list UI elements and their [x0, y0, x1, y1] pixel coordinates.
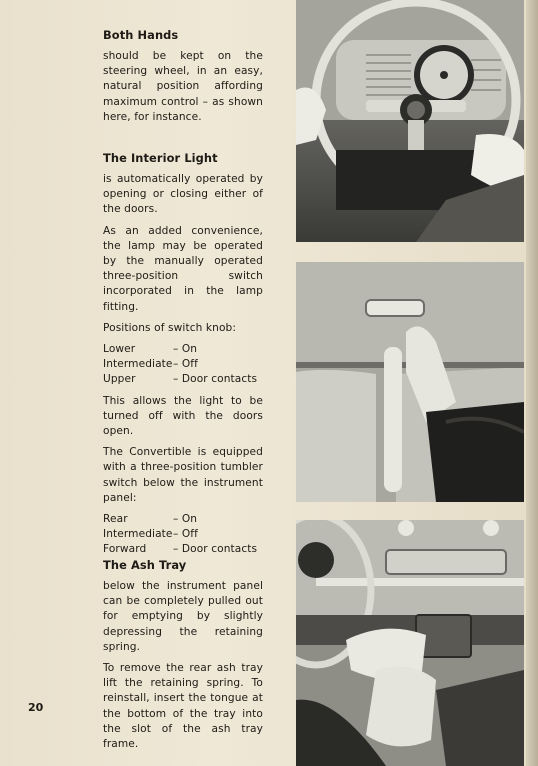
position-value: – Door contacts	[173, 373, 258, 386]
ash-tray-illustration	[296, 520, 524, 766]
convertible-position-row	[103, 542, 263, 557]
paragraph-light-auto: is automatically operated by opening or closing either of the doors.	[103, 173, 263, 216]
heading-both-hands: Both Hands	[103, 28, 179, 42]
photo-steering-wheel	[296, 0, 524, 242]
position-label: Forward	[103, 543, 147, 556]
section-interior-light	[103, 151, 263, 564]
switch-positions-list	[103, 342, 263, 388]
paragraph-ash-tray-front: below the instrument panel can be completely pulled out for emptying by slightly depressing the retaining spring.	[103, 580, 263, 653]
interior-light-illustration	[296, 262, 524, 502]
paragraph-convertible: The Convertible is equipped with a three-position tumbler switch below the instrument panel:	[103, 446, 263, 504]
page-number: 20	[28, 701, 44, 714]
paragraph-switch-positions: Positions of switch knob:	[103, 321, 237, 334]
switch-position-row	[103, 342, 263, 357]
position-label: Intermediate	[103, 358, 173, 371]
position-value: – Off	[173, 358, 198, 371]
convertible-positions-list	[103, 512, 263, 558]
paragraph-light-manual: As an added convenience, the lamp may be operated by the manually operated three-position switch incorporated in the lamp fitting.	[103, 224, 263, 313]
paragraph-light-off: This allows the light to be turned off with the doors open.	[103, 394, 263, 437]
position-value: – Off	[173, 528, 198, 541]
position-label: Upper	[103, 373, 136, 386]
section-ash-tray	[103, 558, 263, 758]
position-value: – On	[173, 513, 198, 526]
heading-ash-tray: The Ash Tray	[103, 558, 187, 572]
photo-interior-light	[296, 262, 524, 502]
paragraph-both-hands: should be kept on the steering wheel, in an easy, natural position affording maximum control – as shown here, for instance.	[103, 50, 263, 123]
position-value: – Door contacts	[173, 543, 258, 556]
switch-position-row	[103, 372, 263, 387]
position-label: Rear	[103, 513, 128, 526]
switch-position-row	[103, 357, 263, 372]
paragraph-ash-tray-rear: To remove the rear ash tray lift the retaining spring. To reinstall, insert the tongue at the bottom of the tray into the slot of the ash tray frame.	[103, 662, 263, 751]
page-edge	[526, 0, 538, 766]
photo-ash-tray	[296, 520, 524, 766]
section-both-hands	[103, 28, 263, 131]
convertible-position-row	[103, 527, 263, 542]
steering-wheel-illustration	[296, 0, 524, 242]
position-label: Lower	[103, 343, 136, 356]
position-label: Intermediate	[103, 528, 173, 541]
position-value: – On	[173, 343, 198, 356]
heading-interior-light: The Interior Light	[103, 151, 218, 165]
convertible-position-row	[103, 512, 263, 527]
